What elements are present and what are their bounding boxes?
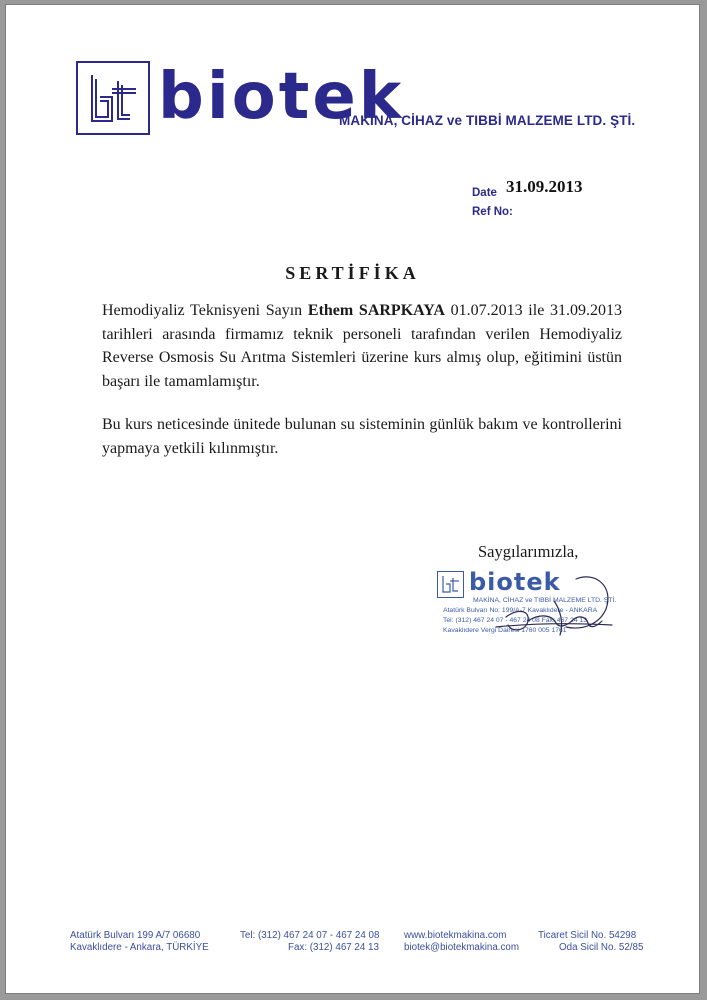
company-name: MAKİNA, CİHAZ ve TIBBİ MALZEME LTD. ŞTİ. <box>339 113 636 128</box>
closing-text: Saygılarımızla, <box>478 542 579 561</box>
footer-email-link[interactable]: biotek@biotekmakina.com <box>404 942 520 953</box>
footer-address-2: Kavaklıdere - Ankara, TÜRKİYE <box>70 942 209 953</box>
footer-fax: Fax: (312) 467 24 13 <box>288 942 379 953</box>
stamp-line-1: MAKİNA, CİHAZ ve TIBBİ MALZEME LTD. ŞTİ. <box>473 597 617 604</box>
date-value: 31.09.2013 <box>506 177 583 196</box>
footer-address-1: Atatürk Bulvarı 199 A/7 06680 <box>70 930 201 941</box>
footer-chamber-registry: Oda Sicil No. 52/85 <box>559 942 644 953</box>
footer-website-link[interactable]: www.biotekmakina.com <box>404 930 507 941</box>
paragraph-1-lead: Hemodiyaliz Teknisyeni Sayın <box>102 302 308 319</box>
footer-tel: Tel: (312) 467 24 07 - 467 24 08 <box>240 930 380 941</box>
ref-label: Ref No: <box>472 206 513 218</box>
stamp-line-2: Atatürk Bulvarı No: 199/A-7 Kavaklıdere - ANKARA <box>443 607 598 614</box>
certificate-page <box>6 5 699 993</box>
paragraph-1 <box>102 299 622 393</box>
paragraph-2: Bu kurs neticesinde ünitede bulunan su sisteminin günlük bakım ve kontrollerini yapmaya yetkili kılınmıştır. <box>102 416 622 457</box>
signature-icon <box>456 565 616 645</box>
logo-wordmark: biotek <box>158 60 405 134</box>
date-label: Date <box>472 187 497 199</box>
document-title: SERTİFİKA <box>285 263 420 283</box>
stamp-wordmark: biotek <box>469 568 561 596</box>
stamp-line-3: Tel: (312) 467 24 07 - 467 24 08 Fax: 467 24 13 <box>443 617 587 624</box>
recipient-name: Ethem SARPKAYA <box>307 302 445 319</box>
paragraph-1-body: 01.07.2013 ile 31.09.2013 tarihleri arasında firmamız teknik personeli tarafından verilen Hemodiyaliz Reverse Osmosis Su Arıtma Sistemleri üzerine kurs almış olup, eğitimini üstün başarı ile tamamlamıştır. <box>102 302 622 390</box>
stamp-line-4: Kavaklıdere Vergi Dairesi 1760 005 1761 <box>443 627 567 634</box>
footer-trade-registry: Ticaret Sicil No. 54298 <box>538 930 637 941</box>
biotek-logo-icon <box>76 61 150 135</box>
